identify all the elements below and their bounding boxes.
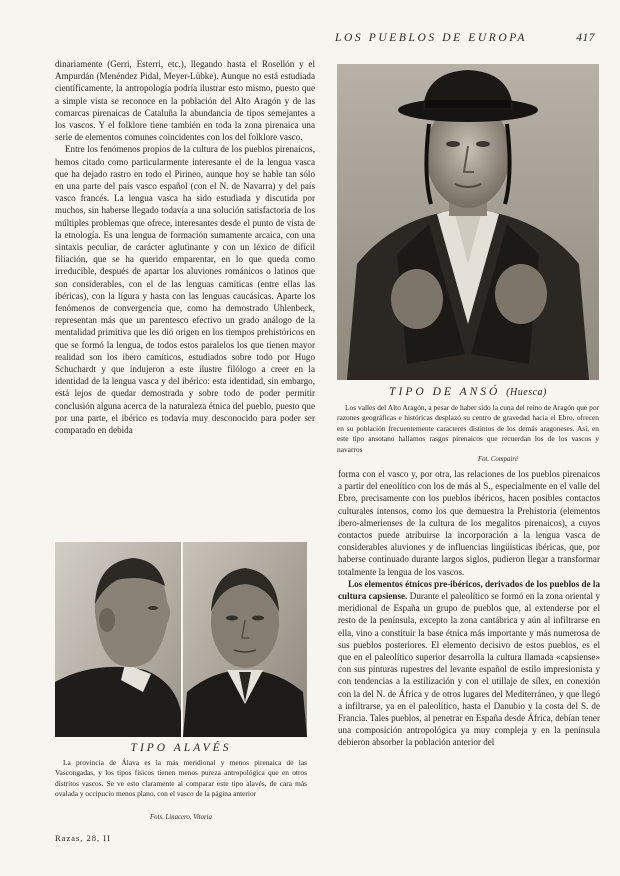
caption-text: La provincia de Álava es la más meridional y menos pirenaica de las Vascongadas, y los tipos físicos tienen menos pureza antropológica que en otros distritos vascos. Se ve esto claramente al comparar este tipo alavés, de cara más ovalada y occipucio menos plano, con el vasco de la página anterior [55,758,307,799]
figure-caption-anso [337,403,599,455]
section-text: Durante el paleolítico se formó en la zona oriental y meridional de España un grupo de pueblos que, al extenderse por el resto de la península, excepto la zona cantábrica y aún al infiltrarse en ella, vino a constituir la base étnica más importante y más numerosa de sus pueblos posteriores. El elemento decisivo de estos pueblos, es el que en el paleolítico superior desarrolla la cultura llamada «capsiense» con sus pinturas rupestres del levante español de estilo impresionista y con tendencias a la estilización y con el utillaje de sílex, en conexión con la del N. de África y de otros lugares del Mediterráneo, y que llegó a infiltrarse, ya en el paleolítico, hasta el Danubio y la costa del S. de Francia. Tales pueblos, al penetrar en España desde África, debían tener una composición antropológica ya muy compleja y en la península debieron absorber la población anterior del [338,591,600,748]
photo-credit-anso: Fot. Compairé [477,456,519,463]
photo-alaves-profile [55,542,181,737]
section-heading: Los elementos étnicos pre-ibéricos, derivados de los pueblos de la cultura capsiense. [338,578,600,602]
right-text-column [338,468,600,818]
caption-text: Los valles del Alto Aragón, a pesar de haber sido la cuna del reino de Aragón que por razones geográficas e históricas desplazó su centro de gravedad hacia el Ebro, ofrecen en su población frecuentemente caracteres distintos de los demás aragoneses. Así, en este tipo ansotano hallamos rasgos pirenaicos que recuerdan los de los vascos y navarros [337,403,599,454]
figure-subtitle: (Huesca) [506,387,547,398]
figure-title-anso [337,386,599,398]
profile-portrait-illustration [55,542,181,737]
paragraph: Entre los fenómenos propios de la cultura de los pueblos pirenaicos, hemos citado como particularmente interesante el de la lengua vasca que ha dejado rastro en todo el Pirineo, aunque hoy se hable tan sólo en una parte del país vasco español (con el N. de Navarra) y del país vasco francés. La lengua vasca ha sido estudiada y discutida por muchos, sin haberse llegado todavía a una solución satisfactoria de los múltiples problemas que ofrece, interesantes desde el punto de vista de la etnología. Es una lengua de formación sumamente arcaica, con una sintaxis peculiar, de carácter aglutinante y con un léxico de difícil filiación, que se ha querido emparentar, en lo que queda como irreducible, después de apartar los aluviones románicos o latinos que son considerables, con el de las lenguas camíticas (entre ellas las ibéricas), con la lígura y hasta con las lenguas caucásicas. Aparte los fenómenos de convergencia que, como ha demostrado Uhlenbeck, representan más que un parentesco efectivo un grado análogo de la mentalidad primitiva que les dió origen en los tiempos prehistóricos en que se formó la lengua, de todos estos paralelos los que tienen mayor realidad son los ibero camíticos, estudiados sobre todo por Hugo Schuchardt y que indujeron a este ilustre filólogo a creer en la identidad de la lengua vasca y del ibérico: esta identidad, sin embargo, está lejos de quedar demostrada y sobre todo de poder permitir conclusión alguna acerca de la naturaleza étnica del pueblo, puesto que por una parte, el ibérico es todavía muy desconocido para poder ser comparado en debida [55,144,315,436]
photo-credit-alaves: Fots. Linacero, Vitoria [150,814,212,821]
figure-title-text: TIPO DE ANSÓ [389,386,501,398]
portrait-illustration [337,64,599,380]
figure-caption-alaves [55,758,307,800]
paragraph: forma con el vasco y, por otra, las relaciones de los pueblos pirenaicos a partir del eneolítico con los de más al S., especialmente en el valle del Ebro, precisamente con los pueblos ibéricos, hacen posibles contactos culturales intensos, como los que demuestra la Prehistoria (elementos ibero-almerienses de la cultura de los megalitos pirenaicos), a cuyos contactos puede atribuirse la incorporación a la lengua vasca de considerables aluviones y de influencias lingüísticas ibéricas, que, por haberse continuado durante largos siglos, pudieron llegar a transformar totalmente la lengua de los vascos. [338,469,600,577]
running-title: LOS PUEBLOS DE EUROPA [335,32,528,44]
left-text-column [55,58,315,528]
running-head [335,32,595,44]
front-portrait-illustration [183,542,307,737]
section-paragraph [338,578,600,749]
photo-alaves-front [183,542,307,737]
figure-title-alaves: TIPO ALAVÉS [130,742,232,754]
paragraph: dinariamente (Gerri, Esterri, etc.), llegando hasta el Rosellón y el Ampurdán (Menéndez Pidal, Meyer-Lübke). Aunque no está estudiada científicamente, la antropología podría ilustrar esto mismo, puesto que a simple vista se reconoce en la población del Alto Aragón y de las comarcas pirenaicas de Cataluña la abundancia de tipos semejantes a los vascos. Y el folklore tiene también en toda la zona pirenaica una serie de elementos comunes coincidentes con los del folklore vasco. [55,59,315,143]
page-number: 417 [576,32,595,44]
footer-note: Razas, 28, II [55,833,111,843]
photo-tipo-anso [337,64,599,380]
